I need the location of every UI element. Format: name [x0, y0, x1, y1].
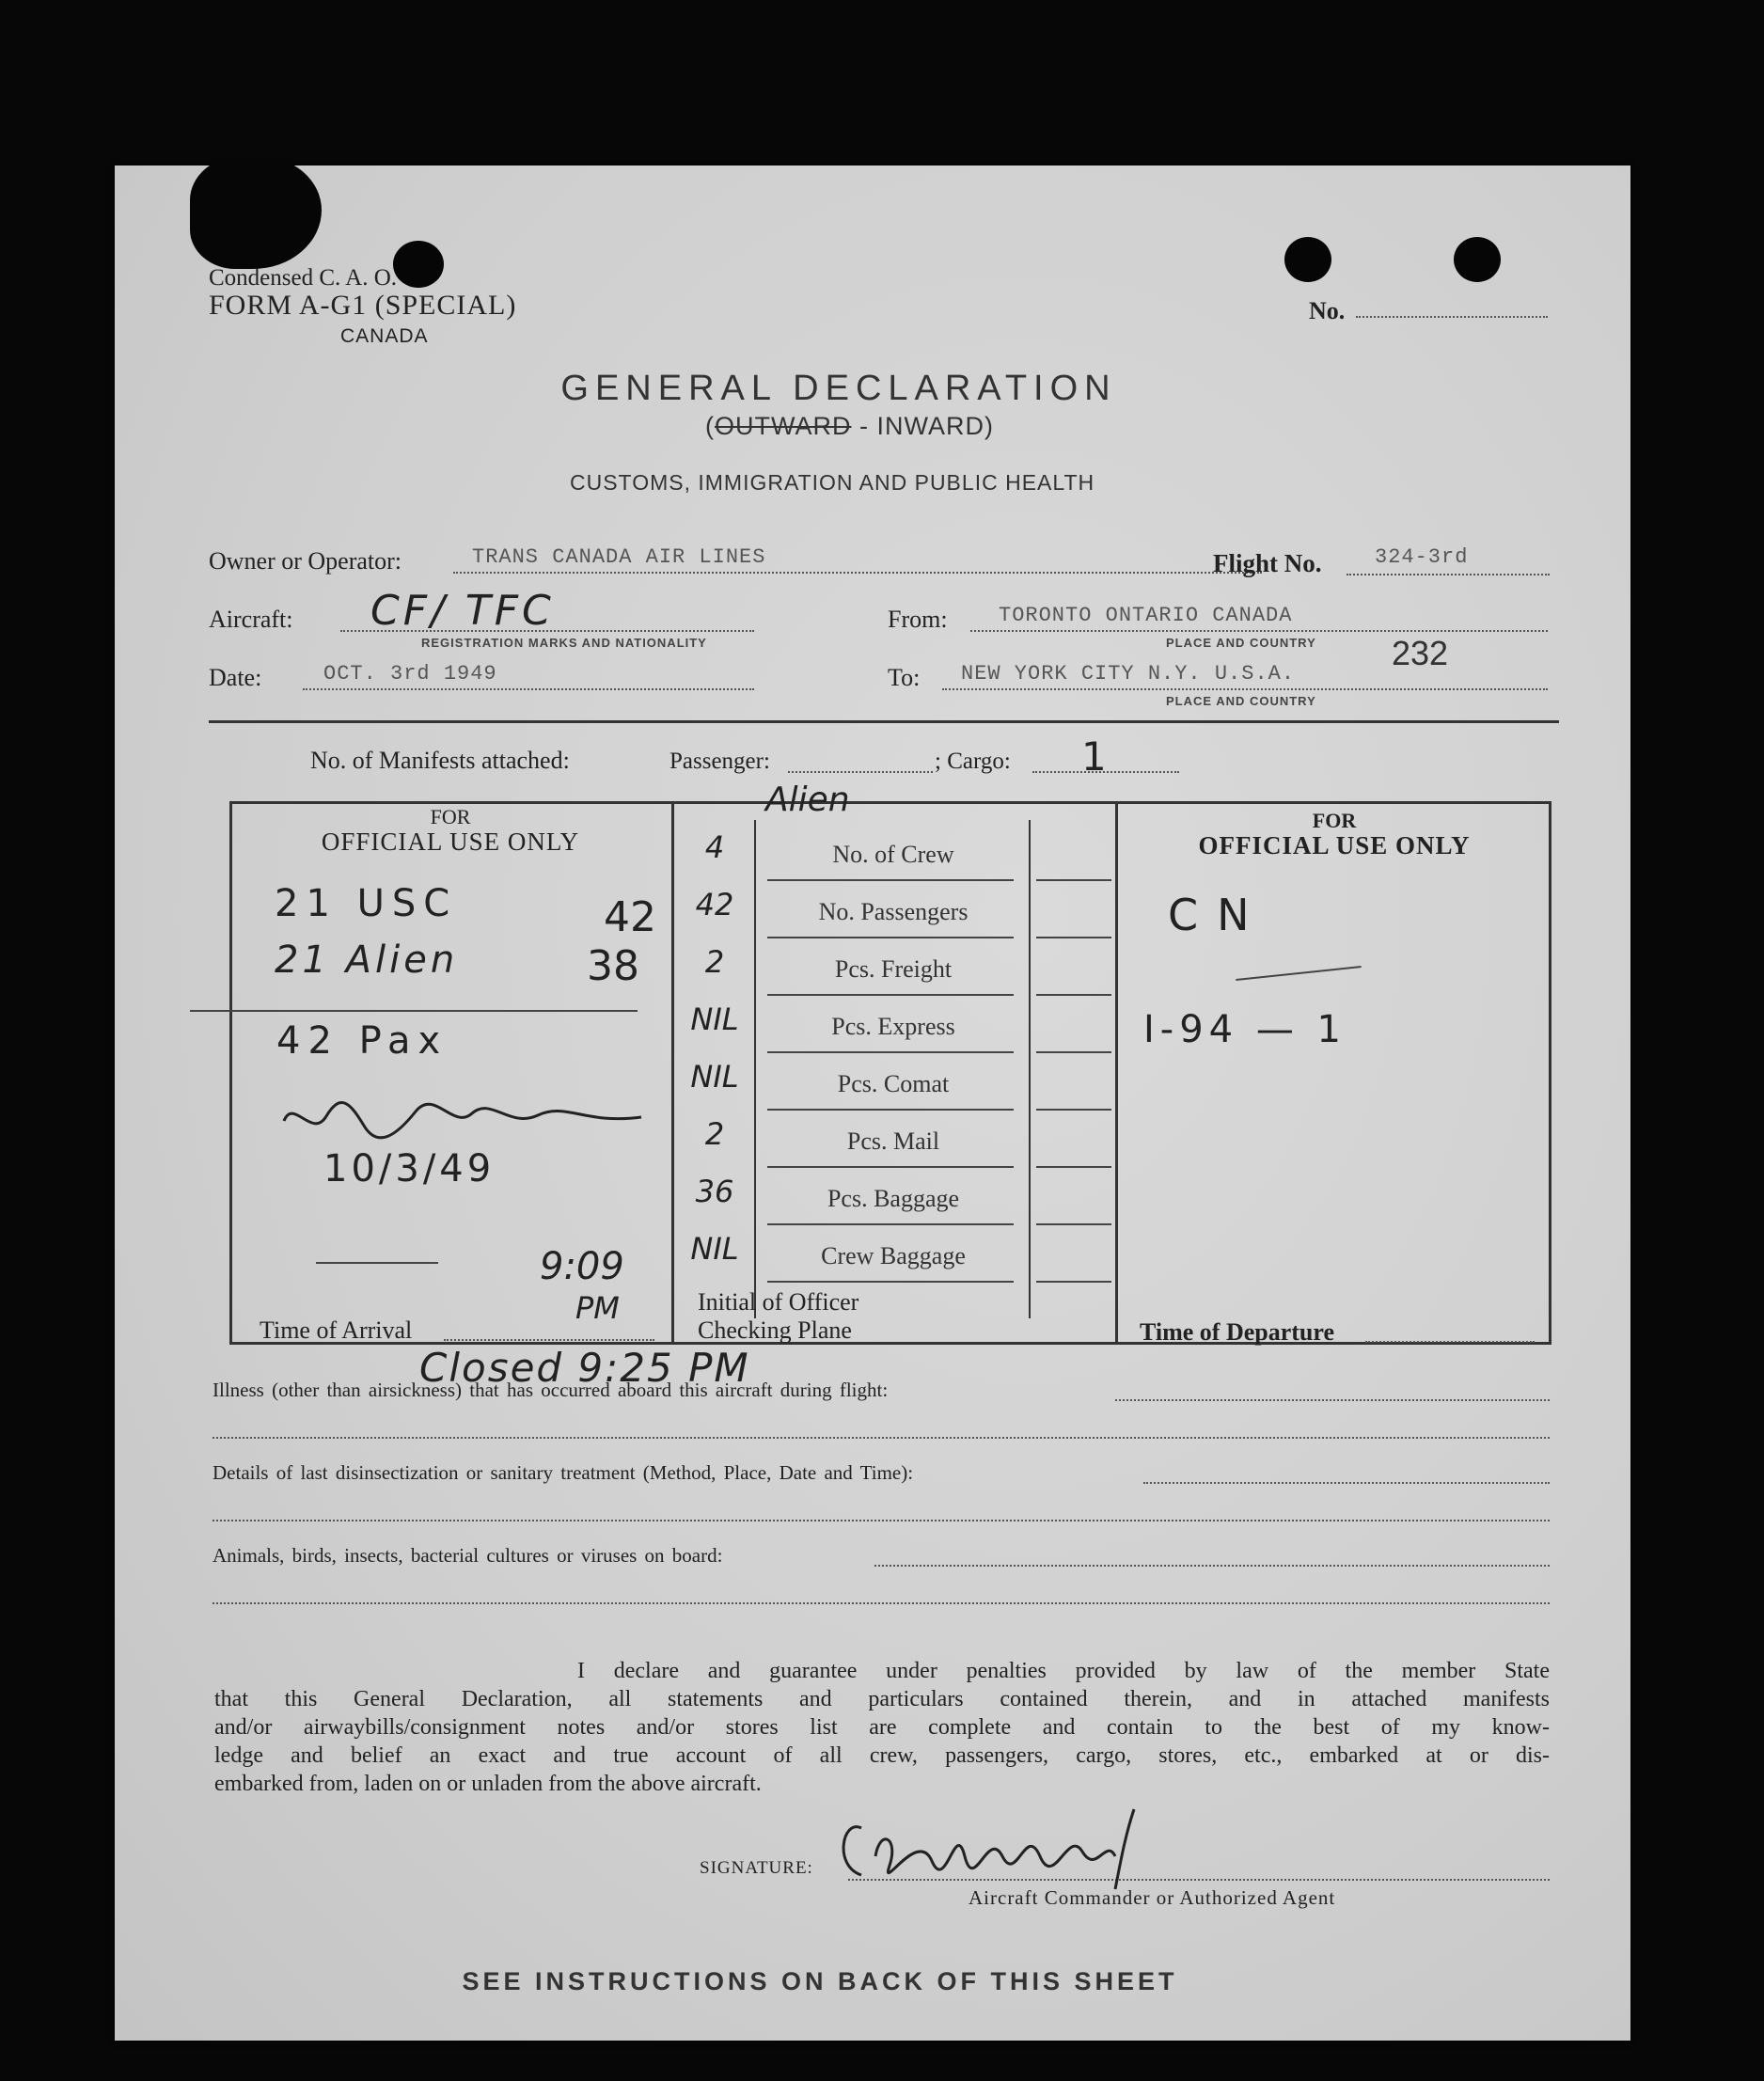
direction-line: (OUTWARD - INWARD) — [705, 412, 994, 440]
item-value: 36 — [695, 1174, 734, 1209]
disinsect-line-2 — [213, 1520, 1550, 1521]
item-value-rule — [1036, 1109, 1111, 1111]
aircraft-caption: REGISTRATION MARKS AND NATIONALITY — [421, 636, 707, 650]
left-note-alien: 21 Alien — [275, 938, 459, 982]
left-note-underline — [316, 1262, 438, 1264]
right-note-cn: CN — [1168, 890, 1268, 940]
item-value: NIL — [690, 1059, 739, 1095]
item-label: Pcs. Baggage — [827, 1185, 960, 1212]
illness-label: Illness (other than airsickness) that has occurred aboard this aircraft during flight: — [213, 1379, 889, 1401]
item-value-rule — [1036, 1281, 1111, 1283]
margin-note-38: 38 — [587, 942, 639, 990]
from-line — [970, 630, 1548, 632]
cargo-manifest-label: ; Cargo: — [935, 749, 1011, 774]
aircraft-label: Aircraft: — [209, 606, 293, 633]
form-country: CANADA — [340, 325, 429, 347]
header-divider — [209, 720, 1559, 723]
aircraft-value: CF/ TFC — [370, 587, 555, 635]
item-value: 2 — [704, 944, 725, 980]
aircraft-line — [340, 630, 754, 632]
checking-plane-label: Checking Plane — [698, 1316, 852, 1344]
item-row-rule — [767, 994, 1014, 996]
declaration-form-sheet — [115, 166, 1630, 2041]
owner-value: TRANS CANADA AIR LINES — [472, 545, 766, 569]
flight-line — [1347, 574, 1550, 575]
left-note-date: 10/3/49 — [323, 1147, 496, 1190]
disinsect-line-1 — [1143, 1482, 1550, 1484]
date-label: Date: — [209, 664, 262, 691]
footer-instructions: SEE INSTRUCTIONS ON BACK OF THIS SHEET — [462, 1967, 1178, 1995]
left-note-rule — [190, 1010, 638, 1012]
arrival-time-line — [444, 1339, 654, 1341]
item-label: No. of Crew — [832, 841, 954, 868]
form-id: FORM A-G1 (SPECIAL) — [209, 290, 517, 321]
item-label: Pcs. Comat — [837, 1070, 950, 1097]
item-label: Pcs. Express — [831, 1013, 955, 1040]
arrival-time-bottom: PM — [575, 1290, 620, 1326]
commander-signature — [824, 1790, 1219, 1894]
departure-time-line — [1365, 1341, 1535, 1343]
item-row-rule — [767, 1281, 1014, 1283]
arrival-time-label: Time of Arrival — [260, 1316, 413, 1344]
item-value: 42 — [695, 887, 734, 922]
form-condensed: Condensed C. A. O. — [209, 265, 397, 291]
left-note-usc: 21 USC — [275, 882, 458, 925]
form-title: GENERAL DECLARATION — [560, 369, 1117, 408]
inward-label: - INWARD) — [859, 412, 994, 440]
item-label: Crew Baggage — [821, 1242, 966, 1269]
cargo-manifest-value: 1 — [1081, 733, 1107, 780]
signature-caption: Aircraft Commander or Authorized Agent — [969, 1886, 1336, 1909]
initial-officer-label: Initial of Officer — [698, 1288, 859, 1316]
to-caption: PLACE AND COUNTRY — [1166, 694, 1316, 708]
stamp-number: 232 — [1392, 634, 1449, 672]
item-value: 4 — [704, 829, 725, 865]
item-value: 2 — [704, 1116, 725, 1152]
officer-initials-scrawl — [275, 1093, 651, 1145]
item-row-rule — [767, 937, 1014, 938]
margin-note-42: 42 — [604, 893, 656, 941]
item-value-rule — [1036, 937, 1111, 938]
date-line — [303, 688, 754, 690]
left-official-heading-2: OFFICIAL USE ONLY — [321, 828, 580, 856]
to-line — [942, 688, 1548, 690]
declaration-line-5: embarked from, laden on or unladen from the above aircraft. — [214, 1772, 762, 1796]
item-label: No. Passengers — [818, 898, 969, 925]
from-value: TORONTO ONTARIO CANADA — [999, 604, 1293, 627]
outward-struck: OUTWARD — [715, 412, 852, 440]
from-label: From: — [888, 606, 948, 633]
item-label: Pcs. Mail — [846, 1127, 940, 1155]
item-row-rule — [767, 1109, 1014, 1111]
left-official-heading-1: FOR — [430, 805, 471, 828]
item-value-rule — [1036, 994, 1111, 996]
item-label: Pcs. Freight — [834, 955, 953, 983]
animals-line-1 — [874, 1565, 1550, 1567]
item-value: NIL — [690, 1001, 739, 1037]
table-divider-values — [754, 820, 756, 1318]
punch-hole-mid — [1284, 237, 1331, 282]
item-row-rule — [767, 1166, 1014, 1168]
alien-note: Alien — [765, 780, 850, 819]
passenger-manifest-label: Passenger: — [669, 749, 770, 774]
number-label: No. — [1309, 297, 1346, 324]
item-value-rule — [1036, 1223, 1111, 1225]
declaration-line-1: I declare and guarantee under penalties provided by law of the member State — [577, 1659, 1550, 1683]
owner-line — [453, 572, 1262, 574]
table-divider-left — [671, 801, 674, 1345]
item-row-rule — [767, 1051, 1014, 1053]
animals-line-2 — [213, 1602, 1550, 1604]
closed-note: Closed 9:25 PM — [419, 1345, 750, 1391]
flight-label: Flight No. — [1213, 549, 1322, 577]
arrival-time-top: 9:09 — [540, 1245, 624, 1288]
item-value-rule — [1036, 1166, 1111, 1168]
flight-value: 324-3rd — [1375, 545, 1469, 569]
illness-line-1 — [1115, 1399, 1550, 1401]
declaration-line-4: ledge and belief an exact and true account of all crew, passengers, cargo, stores, etc., embarked at or dis- — [214, 1743, 1550, 1768]
cargo-manifest-line — [1032, 771, 1179, 773]
signature-label: SIGNATURE: — [700, 1858, 813, 1878]
from-caption: PLACE AND COUNTRY — [1166, 636, 1316, 650]
illness-line-2 — [213, 1437, 1550, 1439]
item-row-rule — [767, 1223, 1014, 1225]
left-note-pax: 42 Pax — [276, 1019, 449, 1063]
to-label: To: — [888, 664, 921, 691]
date-value: OCT. 3rd 1949 — [323, 662, 497, 686]
item-value-rule — [1036, 879, 1111, 881]
table-divider-right — [1115, 801, 1118, 1345]
item-value: NIL — [690, 1231, 739, 1267]
declaration-line-3: and/or airwaybills/consignment notes and/or stores list are complete and contain to the best of my know- — [214, 1715, 1550, 1740]
punch-hole-left — [393, 241, 444, 288]
punch-hole-right — [1454, 237, 1501, 282]
declaration-line-2: that this General Declaration, all statements and particulars contained therein, and in attached manifests — [214, 1687, 1550, 1711]
item-value-rule — [1036, 1051, 1111, 1053]
departure-time-label: Time of Departure — [1140, 1318, 1334, 1346]
item-row-rule — [767, 879, 1014, 881]
animals-label: Animals, birds, insects, bacterial cultures or viruses on board: — [213, 1544, 723, 1567]
right-official-heading-1: FOR — [1312, 809, 1357, 832]
declaration-text — [214, 1657, 1550, 1798]
right-note-i94: I-94 — 1 — [1143, 1008, 1347, 1051]
disinsect-label: Details of last disinsectization or sanitary treatment (Method, Place, Date and Time): — [213, 1461, 914, 1484]
right-official-heading-2: OFFICIAL USE ONLY — [1198, 831, 1471, 859]
table-divider-labels — [1029, 820, 1031, 1318]
punch-hole-damage — [190, 156, 322, 269]
number-line — [1356, 316, 1548, 318]
form-subtitle: CUSTOMS, IMMIGRATION AND PUBLIC HEALTH — [570, 470, 1095, 495]
to-value: NEW YORK CITY N.Y. U.S.A. — [961, 662, 1296, 686]
passenger-manifest-line — [788, 771, 933, 773]
owner-label: Owner or Operator: — [209, 547, 402, 575]
manifests-label: No. of Manifests attached: — [310, 747, 570, 774]
